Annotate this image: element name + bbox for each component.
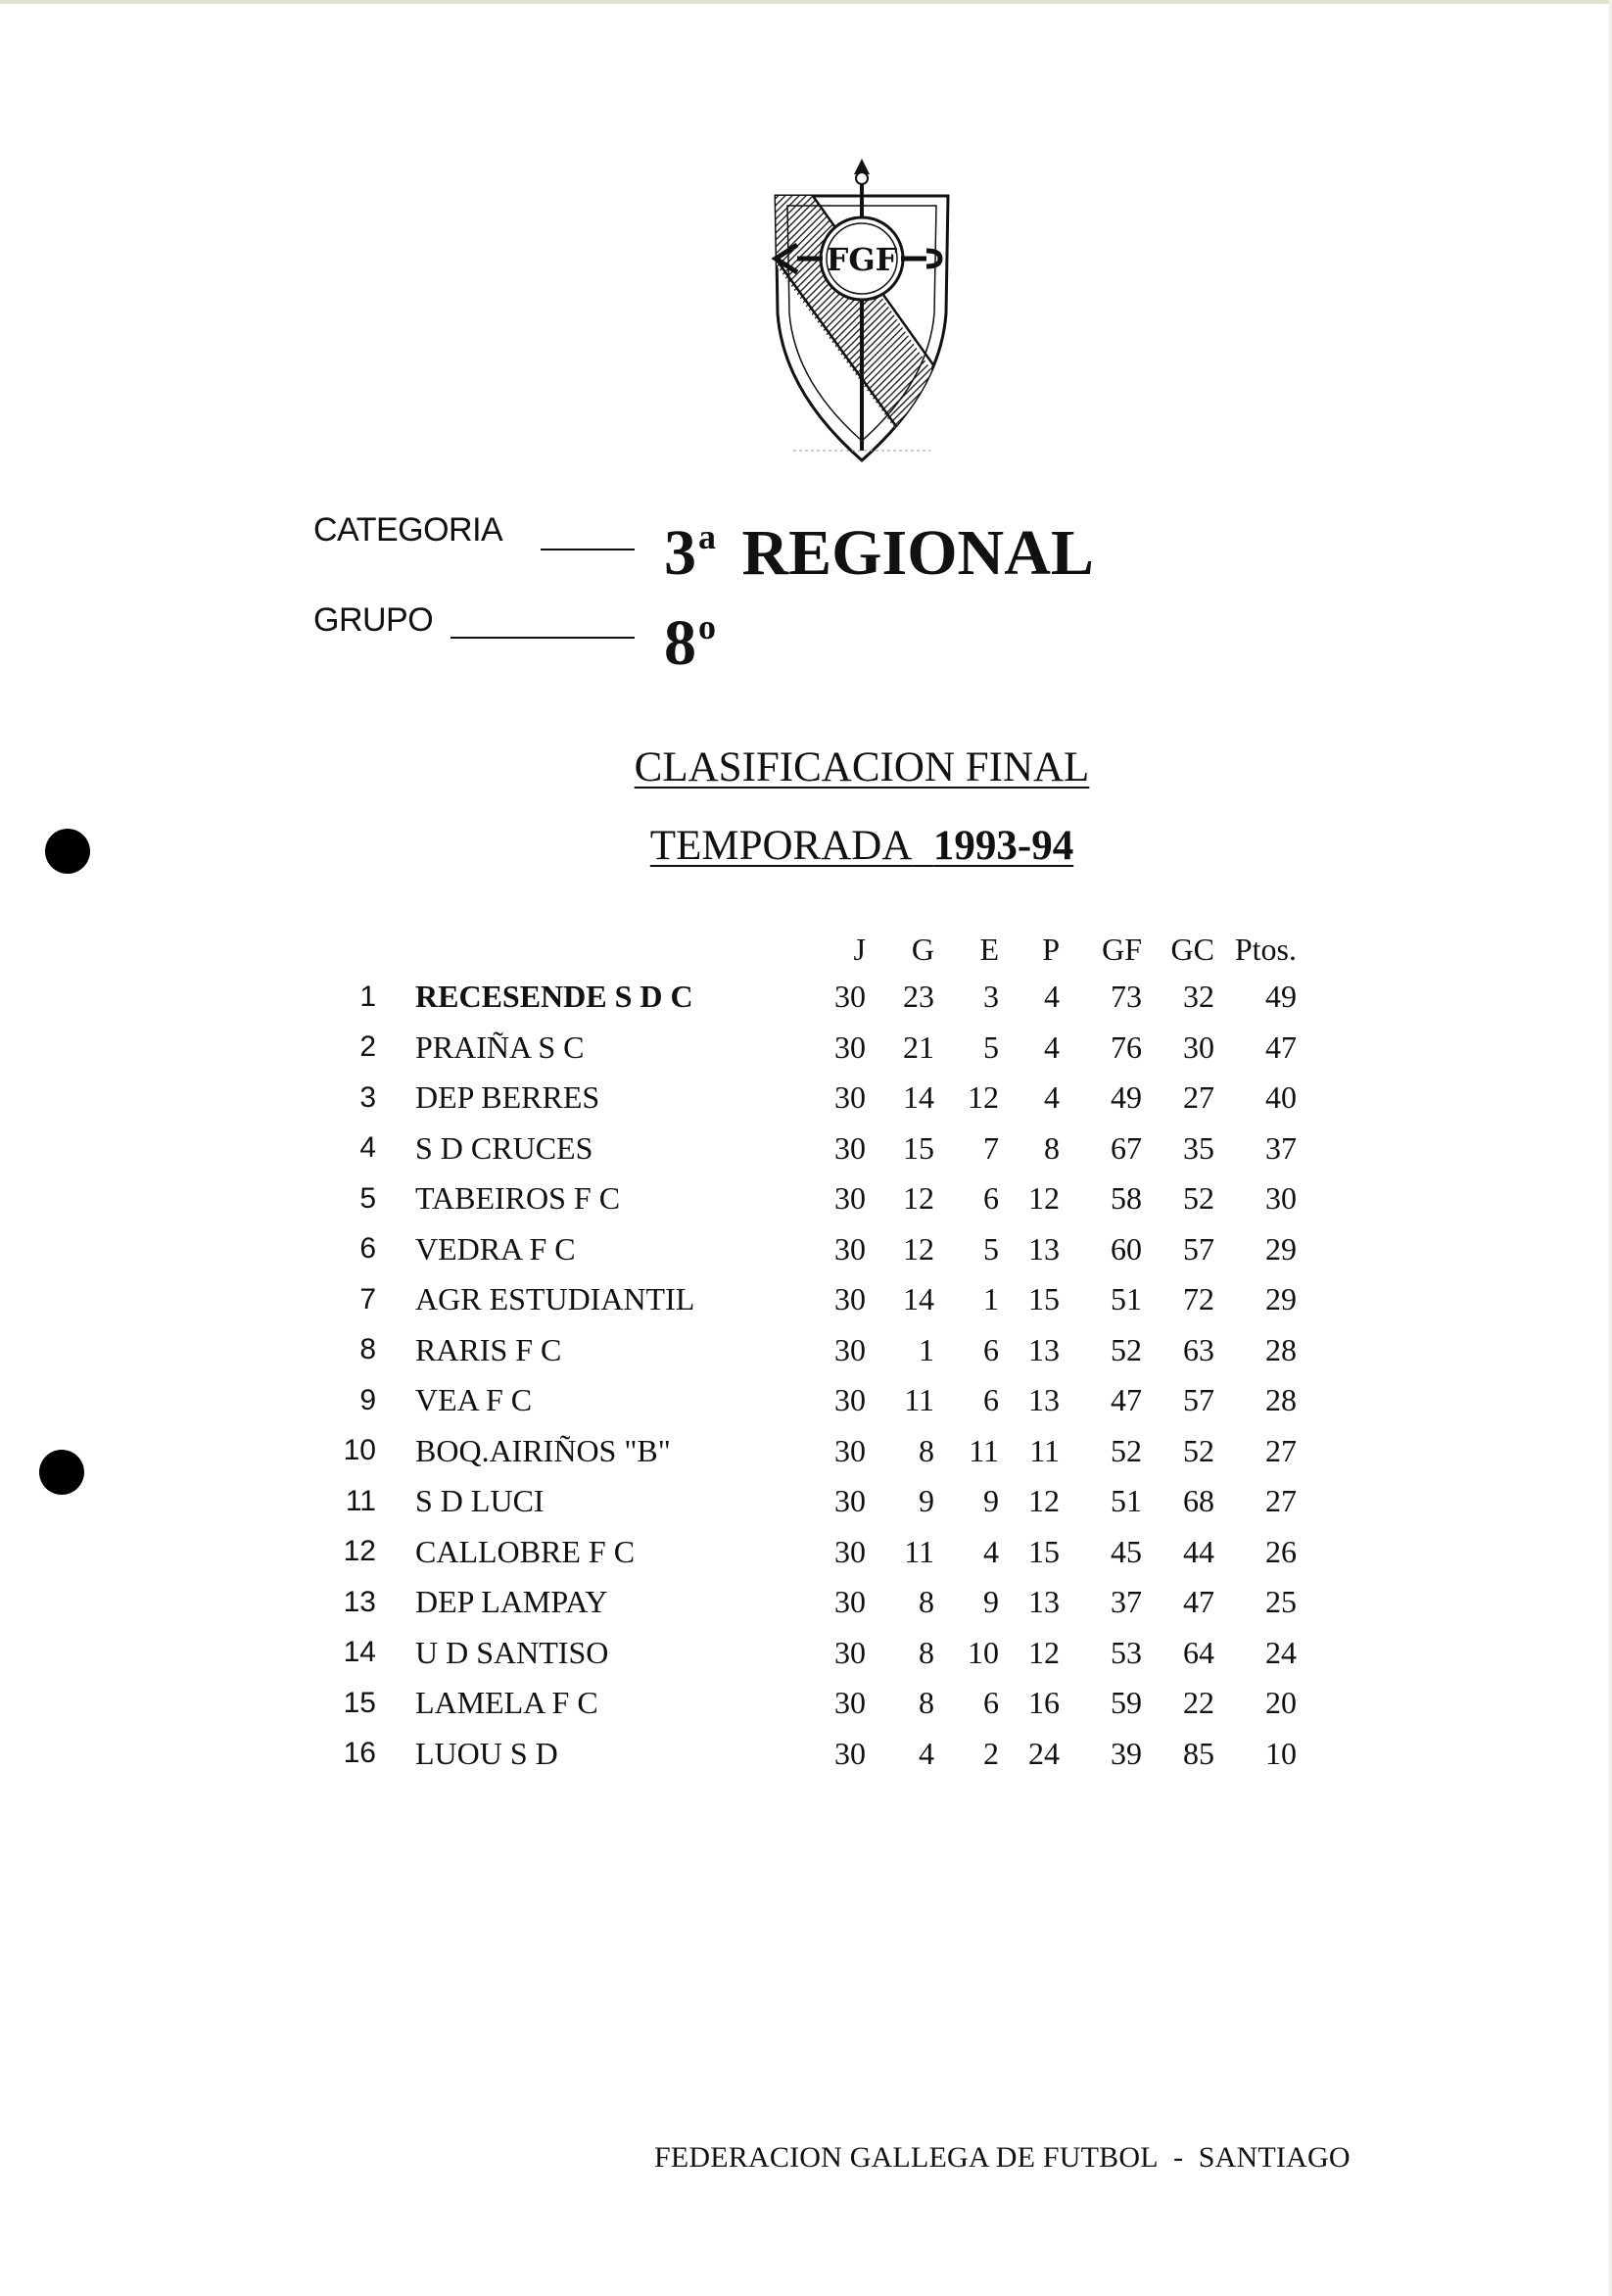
- row-stat-ptos: 24: [1265, 1634, 1297, 1670]
- row-stat-j: 30: [834, 1281, 866, 1317]
- table-row: [329, 1577, 1297, 1628]
- row-stat-ptos: 47: [1265, 1028, 1297, 1065]
- row-stat-j: 30: [834, 1533, 866, 1569]
- row-stat-gc: 32: [1183, 979, 1214, 1015]
- row-stat-ptos: 26: [1265, 1533, 1297, 1569]
- row-team-name: VEDRA F C: [415, 1230, 576, 1267]
- row-stat-ptos: 28: [1265, 1331, 1297, 1367]
- categoria-label: CATEGORIA: [313, 511, 503, 549]
- row-stat-g: 12: [903, 1230, 934, 1267]
- row-stat-gc: 68: [1183, 1483, 1214, 1519]
- row-stat-gf: 39: [1111, 1735, 1142, 1771]
- header-j: J: [853, 931, 866, 967]
- standings-table: [329, 927, 1297, 1779]
- row-position: 16: [343, 1737, 376, 1770]
- row-team-name: LUOU S D: [415, 1735, 558, 1771]
- row-stat-gf: 67: [1111, 1129, 1142, 1166]
- categoria-blank-line: [541, 549, 635, 550]
- row-stat-gf: 51: [1111, 1281, 1142, 1317]
- table-row: [329, 1426, 1297, 1477]
- header-gc: GC: [1170, 931, 1214, 967]
- classification-title-text: CLASIFICACION FINAL: [634, 744, 1090, 790]
- table-row: [329, 1527, 1297, 1578]
- season-prefix: [650, 823, 1073, 869]
- row-stat-j: 30: [834, 1634, 866, 1670]
- row-stat-gc: 47: [1183, 1584, 1214, 1620]
- row-team-name: S D CRUCES: [415, 1129, 593, 1166]
- row-stat-ptos: 27: [1265, 1432, 1297, 1468]
- row-stat-e: 6: [983, 1382, 999, 1418]
- row-position: 9: [359, 1383, 376, 1416]
- row-position: 11: [345, 1484, 376, 1517]
- footer-city: SANTIAGO: [1198, 2141, 1351, 2174]
- row-stat-j: 30: [834, 1584, 866, 1620]
- row-stat-p: 16: [1028, 1685, 1060, 1721]
- row-stat-g: 21: [903, 1028, 934, 1065]
- row-team-name: RECESENDE S D C: [415, 979, 693, 1015]
- row-position: 8: [359, 1333, 376, 1366]
- row-team-name: DEP LAMPAY: [415, 1584, 608, 1620]
- scan-top-edge: [0, 0, 1612, 4]
- row-stat-gf: 37: [1111, 1584, 1142, 1620]
- row-stat-p: 15: [1028, 1533, 1060, 1569]
- categoria-ordinal: a: [698, 517, 716, 556]
- row-position: 4: [359, 1131, 376, 1165]
- row-stat-gf: 52: [1111, 1331, 1142, 1367]
- row-stat-g: 11: [904, 1533, 934, 1569]
- row-stat-g: 8: [919, 1584, 934, 1620]
- row-team-name: VEA F C: [415, 1382, 533, 1418]
- row-position: 3: [359, 1080, 376, 1114]
- row-stat-gc: 64: [1183, 1634, 1214, 1670]
- row-position: 10: [343, 1434, 376, 1467]
- row-stat-e: 3: [983, 979, 999, 1015]
- row-stat-gf: 45: [1111, 1533, 1142, 1569]
- row-stat-gf: 52: [1111, 1432, 1142, 1468]
- row-stat-j: 30: [834, 1180, 866, 1217]
- header-team: [376, 927, 768, 972]
- row-stat-g: 1: [919, 1331, 934, 1367]
- header-e: E: [979, 931, 999, 967]
- row-stat-ptos: 29: [1265, 1230, 1297, 1267]
- row-stat-e: 10: [968, 1634, 999, 1670]
- row-stat-gf: 60: [1111, 1230, 1142, 1267]
- row-stat-p: 13: [1028, 1584, 1060, 1620]
- row-stat-e: 12: [968, 1079, 999, 1116]
- row-position: 5: [359, 1181, 376, 1215]
- row-stat-ptos: 27: [1265, 1483, 1297, 1519]
- row-stat-e: 6: [983, 1685, 999, 1721]
- row-stat-gc: 52: [1183, 1180, 1214, 1217]
- table-row: [329, 972, 1297, 1023]
- table-row: [329, 1375, 1297, 1426]
- table-row: [329, 1124, 1297, 1174]
- row-stat-gc: 44: [1183, 1533, 1214, 1569]
- row-stat-e: 2: [983, 1735, 999, 1771]
- row-stat-gc: 22: [1183, 1685, 1214, 1721]
- row-stat-p: 12: [1028, 1634, 1060, 1670]
- table-row: [329, 1023, 1297, 1074]
- row-stat-gc: 63: [1183, 1331, 1214, 1367]
- grupo-ordinal: o: [698, 607, 716, 646]
- row-stat-gc: 30: [1183, 1028, 1214, 1065]
- grupo-number: 8: [664, 607, 696, 679]
- footer-org: FEDERACION GALLEGA DE FUTBOL: [654, 2141, 1159, 2174]
- row-stat-g: 4: [919, 1735, 934, 1771]
- row-team-name: LAMELA F C: [415, 1685, 598, 1721]
- row-stat-e: 9: [983, 1483, 999, 1519]
- row-stat-ptos: 20: [1265, 1685, 1297, 1721]
- row-stat-ptos: 10: [1265, 1735, 1297, 1771]
- row-stat-e: 9: [983, 1584, 999, 1620]
- row-stat-p: 13: [1028, 1382, 1060, 1418]
- row-position: 6: [359, 1232, 376, 1266]
- row-stat-p: 13: [1028, 1331, 1060, 1367]
- row-stat-gf: 53: [1111, 1634, 1142, 1670]
- table-row: [329, 1476, 1297, 1527]
- table-row: [329, 1678, 1297, 1729]
- footer-separator: -: [1173, 2141, 1184, 2174]
- season-year: 1993-94: [932, 823, 1074, 869]
- row-team-name: TABEIROS F C: [415, 1180, 621, 1217]
- row-stat-g: 9: [919, 1483, 934, 1519]
- row-stat-gc: 72: [1183, 1281, 1214, 1317]
- row-stat-j: 30: [834, 979, 866, 1015]
- header-pos: [329, 927, 376, 972]
- row-stat-gc: 27: [1183, 1079, 1214, 1116]
- row-stat-j: 30: [834, 1735, 866, 1771]
- categoria-suffix: REGIONAL: [741, 517, 1094, 589]
- row-stat-j: 30: [834, 1382, 866, 1418]
- row-stat-j: 30: [834, 1331, 866, 1367]
- categoria-number: 3: [664, 517, 696, 589]
- table-row: [329, 1325, 1297, 1376]
- row-team-name: BOQ.AIRIÑOS "B": [415, 1432, 671, 1468]
- row-position: 7: [359, 1282, 376, 1315]
- row-stat-p: 4: [1044, 1028, 1060, 1065]
- season-prefix-text: TEMPORADA: [649, 823, 913, 869]
- categoria-value: [664, 517, 1094, 589]
- row-position: 2: [359, 1030, 376, 1064]
- row-stat-e: 6: [983, 1331, 999, 1367]
- row-stat-p: 24: [1028, 1735, 1060, 1771]
- header-pts: Ptos.: [1234, 931, 1297, 967]
- row-stat-p: 8: [1044, 1129, 1060, 1166]
- season-title: [0, 825, 1612, 867]
- row-stat-p: 12: [1028, 1180, 1060, 1217]
- row-stat-gc: 52: [1183, 1432, 1214, 1468]
- row-team-name: S D LUCI: [415, 1483, 545, 1519]
- table-row: [329, 1274, 1297, 1325]
- crest-monogram: FGF: [826, 241, 898, 278]
- row-stat-gc: 57: [1183, 1382, 1214, 1418]
- row-stat-e: 5: [983, 1028, 999, 1065]
- row-stat-gf: 73: [1111, 979, 1142, 1015]
- row-stat-ptos: 40: [1265, 1079, 1297, 1116]
- row-stat-ptos: 49: [1265, 979, 1297, 1015]
- row-stat-g: 8: [919, 1685, 934, 1721]
- row-stat-p: 13: [1028, 1230, 1060, 1267]
- row-stat-g: 23: [903, 979, 934, 1015]
- row-stat-p: 4: [1044, 979, 1060, 1015]
- row-stat-p: 12: [1028, 1483, 1060, 1519]
- row-stat-gf: 49: [1111, 1079, 1142, 1116]
- standings-header-row: [329, 927, 1297, 972]
- row-position: 15: [343, 1686, 376, 1719]
- row-stat-e: 11: [969, 1432, 999, 1468]
- table-row: [329, 1173, 1297, 1224]
- row-stat-g: 14: [903, 1281, 934, 1317]
- header-p: P: [1042, 931, 1060, 967]
- row-stat-g: 12: [903, 1180, 934, 1217]
- row-stat-ptos: 29: [1265, 1281, 1297, 1317]
- row-stat-e: 5: [983, 1230, 999, 1267]
- table-row: [329, 1628, 1297, 1679]
- grupo-label: GRUPO: [313, 601, 434, 639]
- row-stat-g: 15: [903, 1129, 934, 1166]
- row-stat-gf: 47: [1111, 1382, 1142, 1418]
- footer: [654, 2141, 1351, 2175]
- row-stat-gc: 85: [1183, 1735, 1214, 1771]
- row-stat-j: 30: [834, 1685, 866, 1721]
- row-stat-ptos: 28: [1265, 1382, 1297, 1418]
- row-stat-j: 30: [834, 1129, 866, 1166]
- grupo-blank-line: [450, 637, 635, 639]
- row-stat-e: 6: [983, 1180, 999, 1217]
- row-team-name: RARIS F C: [415, 1331, 562, 1367]
- row-stat-e: 1: [983, 1281, 999, 1317]
- row-stat-g: 11: [904, 1382, 934, 1418]
- header-g: G: [911, 931, 934, 967]
- row-position: 12: [343, 1535, 376, 1568]
- table-row: [329, 1073, 1297, 1124]
- table-row: [329, 1224, 1297, 1275]
- row-stat-j: 30: [834, 1230, 866, 1267]
- row-stat-p: 11: [1029, 1432, 1060, 1468]
- row-team-name: CALLOBRE F C: [415, 1533, 636, 1569]
- row-team-name: PRAIÑA S C: [415, 1028, 585, 1065]
- row-stat-gf: 76: [1111, 1028, 1142, 1065]
- classification-title: [0, 746, 1612, 789]
- row-stat-gf: 51: [1111, 1483, 1142, 1519]
- table-row: [329, 1729, 1297, 1780]
- row-stat-p: 15: [1028, 1281, 1060, 1317]
- row-stat-ptos: 25: [1265, 1584, 1297, 1620]
- row-stat-gf: 59: [1111, 1685, 1142, 1721]
- row-stat-j: 30: [834, 1079, 866, 1116]
- row-stat-gc: 57: [1183, 1230, 1214, 1267]
- row-stat-gc: 35: [1183, 1129, 1214, 1166]
- row-stat-j: 30: [834, 1028, 866, 1065]
- row-team-name: U D SANTISO: [415, 1634, 609, 1670]
- row-position: 1: [359, 980, 376, 1013]
- row-stat-g: 8: [919, 1432, 934, 1468]
- row-stat-j: 30: [834, 1432, 866, 1468]
- row-position: 14: [343, 1636, 376, 1669]
- row-stat-e: 7: [983, 1129, 999, 1166]
- row-stat-ptos: 30: [1265, 1180, 1297, 1217]
- row-team-name: AGR ESTUDIANTIL: [415, 1281, 695, 1317]
- header-gf: GF: [1102, 931, 1142, 967]
- row-stat-p: 4: [1044, 1079, 1060, 1116]
- row-stat-gf: 58: [1111, 1180, 1142, 1217]
- grupo-value: [664, 607, 716, 679]
- row-stat-j: 30: [834, 1483, 866, 1519]
- row-stat-ptos: 37: [1265, 1129, 1297, 1166]
- federation-crest-logo: [754, 157, 970, 470]
- punch-hole-lower: [39, 1450, 84, 1495]
- row-stat-e: 4: [983, 1533, 999, 1569]
- standings-body: [329, 972, 1297, 1779]
- row-team-name: DEP BERRES: [415, 1079, 600, 1116]
- row-position: 13: [343, 1585, 376, 1618]
- row-stat-g: 14: [903, 1079, 934, 1116]
- row-stat-g: 8: [919, 1634, 934, 1670]
